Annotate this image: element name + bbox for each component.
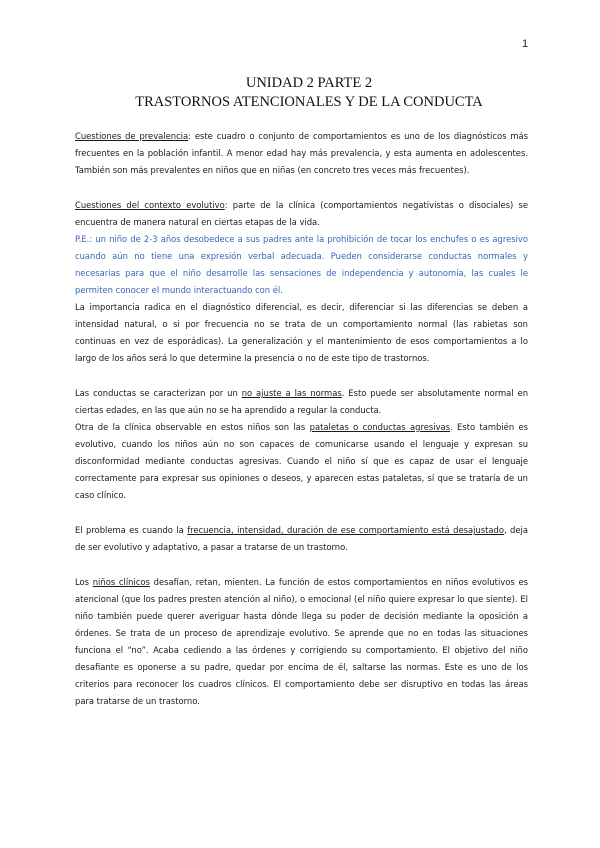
ninos-post: desafían, retan, mienten. La función de estos comportamientos en niños evolutivos es atencional (que los padres presten atención al niño), o emocional (el niño quiere expresar lo que siente). El niño también puede querer averiguar hasta dónde llega su poder de decisión mediante la oposición a órdenes. Se trata de un proceso de aprendizaje evolutivo. Se aprende que no en todas las situaciones funciona el “no”. Acaba cediendo a las órdenes y corrigiendo su comportamiento. El objetivo del niño desafiante es oponerse a su padre, quedar por encima de él, saltarse las normas. Este es uno de los criterios para reconocer los cuadros clínicos. El comportamiento debe ser disruptivo en todas las áreas para tratarse de un trastorno.	[75, 577, 528, 706]
text-contexto: : parte de la clínica (comportamientos negativistas o disociales) se encuentra de manera natural en ciertas etapas de la vida.	[75, 200, 528, 227]
paragraph-example: P.E.: un niño de 2-3 años desobedece a sus padres ante la prohibición de tocar los enchufes o es agresivo cuando aún no tiene una expresión verbal adecuada. Pueden considerarse conductas normales y necesarias para que el niño desarrolle las sensaciones de independencia y autonomía, las cuales le permiten conocer el mundo interactuando con él.	[75, 234, 528, 295]
ninos-underline: niños clínicos	[92, 577, 150, 587]
document-title	[0, 74, 600, 112]
pataletas-post: . Esto también es evolutivo, cuando los niños aún no son capaces de comunicarse usando el lenguaje y expresan su disconformidad mediante conductas agresivas. Cuando el niño sí que es capaz de usar el lenguaje correctamente para expresar sus opiniones o deseos, y aparecen estas pataletas, sí que se trataría de un caso clínico.	[75, 422, 529, 500]
problema-post: , deja de ser evolutivo y adaptativo, a pasar a tratarse de un trastorno.	[75, 525, 528, 552]
problema-pre: El problema es cuando la	[75, 525, 188, 535]
conductas-underline: no ajuste a las normas	[241, 388, 342, 398]
title-line-2: TRASTORNOS ATENCIONALES Y DE LA CONDUCTA	[135, 94, 483, 110]
paragraph-importancia: La importancia radica en el diagnóstico diferencial, es decir, diferenciar si las diferencias se deben a intensidad natural, o si por frecuencia no se trata de un comportamiento normal (las rabietas son continuas en vez de esporádicas). La generalización y el mantenimiento de esos comportamientos a lo largo de los años será lo que determine la presencia o no de este tipo de trastornos.	[75, 302, 528, 363]
pataletas-underline: pataletas o conductas agresivas	[309, 422, 451, 432]
title-line-1: UNIDAD 2 PARTE 2	[245, 75, 373, 91]
paragraph-pataletas	[75, 419, 528, 504]
heading-contexto: Cuestiones del contexto evolutivo	[75, 200, 225, 210]
problema-underline: frecuencia, intensidad, duración de ese comportamiento está desajustado	[187, 525, 504, 535]
heading-prevalencia: Cuestiones de prevalencia	[75, 131, 189, 141]
paragraph-ninos	[75, 574, 528, 710]
pataletas-pre: Otra de la clínica observable en estos niños son las	[75, 422, 310, 432]
conductas-pre: Las conductas se caracterizan por un	[75, 388, 242, 398]
page-number: 1	[522, 38, 529, 50]
conductas-post: . Esto puede ser absolutamente normal en ciertas edades, en las que aún no se ha aprendido a regular la conducta.	[75, 388, 529, 415]
text-prevalencia: : este cuadro o conjunto de comportamientos es uno de los diagnósticos más frecuentes en la población infantil. A menor edad hay más prevalencia, y esta aumenta en adolescentes. También son más prevalentes en niños que en niñas (en concreto tres veces más frecuentes).	[75, 131, 528, 175]
document-body	[75, 128, 528, 710]
paragraph-prevalencia	[75, 128, 528, 179]
ninos-pre: Los	[75, 577, 93, 587]
paragraph-contexto	[75, 197, 528, 231]
paragraph-conductas	[75, 385, 528, 419]
paragraph-problema	[75, 522, 528, 556]
